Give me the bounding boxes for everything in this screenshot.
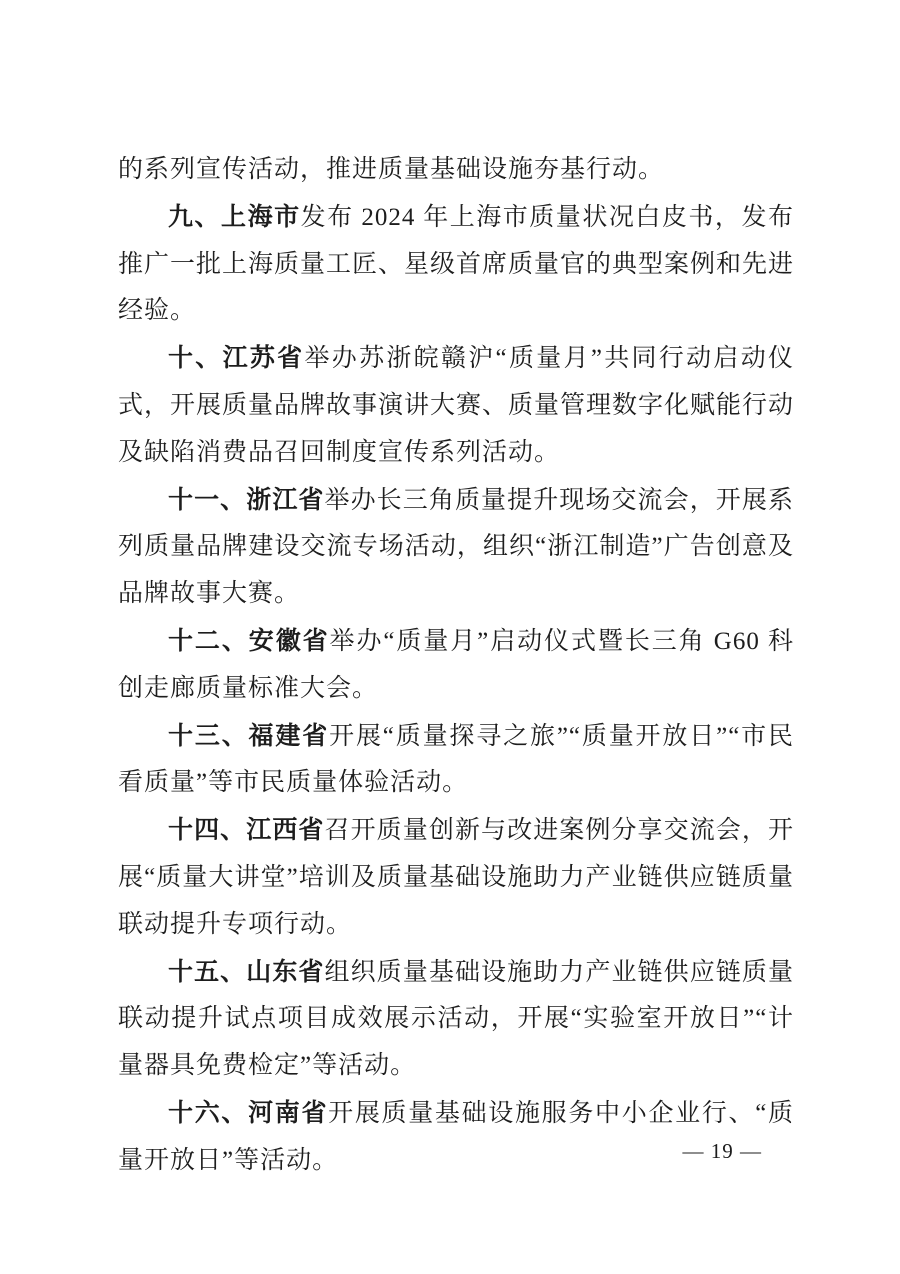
paragraph-lead: 十二、安徽省: [168, 626, 330, 655]
page-number: — 19 —: [682, 1139, 762, 1163]
paragraph-lead: 十四、江西省: [168, 816, 325, 845]
paragraph-lead: 十五、山东省: [168, 957, 325, 986]
paragraph: [118, 949, 794, 1090]
paragraph: [118, 335, 794, 476]
paragraph: [118, 477, 794, 618]
paragraph-text: 召开质量创新与改进案例分享交流会，开展“质量大讲堂”培训及质量基础设施助力产业链供应链质量联动提升专项行动。: [118, 817, 794, 938]
paragraph-lead: 十一、浙江省: [168, 485, 325, 514]
paragraph: [118, 807, 794, 948]
paragraph-text: 发布 2024 年上海市质量状况白皮书，发布推广一批上海质量工匠、星级首席质量官的典型案例和先进经验。: [118, 203, 795, 325]
paragraph-lead: 十、江苏省: [168, 344, 305, 373]
paragraph: [118, 713, 794, 808]
paragraph-text: 开展“质量探寻之旅”“质量开放日”“市民看质量”等市民质量体验活动。: [118, 722, 794, 797]
paragraph-text: 举办苏浙皖赣沪“质量月”共同行动启动仪式，开展质量品牌故事演讲大赛、质量管理数字化赋能行动及缺陷消费品召回制度宣传系列活动。: [118, 345, 795, 466]
paragraph-text: 的系列宣传活动，推进质量基础设施夯基行动。: [118, 156, 665, 183]
paragraph-text: 举办长三角质量提升现场交流会，开展系列质量品牌建设交流专场活动，组织“浙江制造”广告创意及品牌故事大赛。: [118, 486, 794, 608]
paragraph-lead: 十三、福建省: [168, 721, 330, 750]
page-footer: [683, 1136, 763, 1166]
paragraph: [118, 146, 794, 194]
paragraph-lead: 十六、河南省: [168, 1098, 329, 1127]
paragraph-text: 举办“质量月”启动仪式暨长三角 G60 科创走廊质量标准大会。: [118, 627, 794, 702]
paragraph-text: 组织质量基础设施助力产业链供应链质量联动提升试点项目成效展示活动，开展“实验室开放日”“计量器具免费检定”等活动。: [118, 958, 794, 1080]
paragraph-lead: 九、上海市: [168, 202, 301, 231]
paragraph-text: 开展质量基础设施服务中小企业行、“质量开放日”等活动。: [118, 1099, 794, 1174]
document-body: [118, 146, 794, 1185]
paragraph: [118, 618, 794, 713]
paragraph: [118, 194, 794, 335]
